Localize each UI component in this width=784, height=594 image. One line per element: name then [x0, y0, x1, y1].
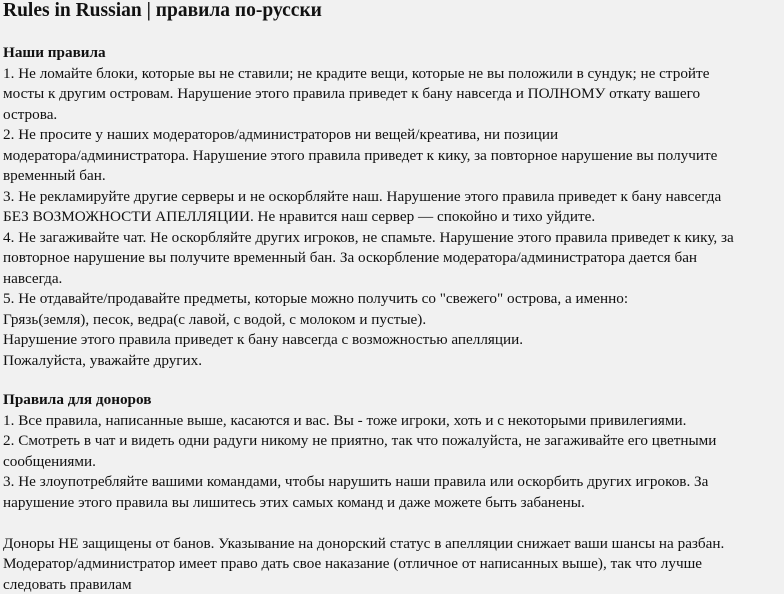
- our-rules-heading: Наши правила: [3, 44, 106, 61]
- rule-line: 5. Не отдавайте/продавайте предметы, которые можно получить со "свежего" острова, а именно:: [3, 290, 629, 307]
- paragraph-gap: [3, 513, 784, 534]
- donor-rules-section: [3, 390, 784, 594]
- page-title: Rules in Russian | правила по-русски: [3, 0, 322, 21]
- rule-line: 4. Не загаживайте чат. Не оскорбляйте других игроков, не спамьте. Нарушение этого правила приведет к кику, за: [3, 228, 734, 246]
- donor-rule-line: 2. Смотреть в чат и видеть одни радуги никому не приятно, так что пожалуйста, не загаживайте его цветными: [3, 432, 717, 449]
- donor-rule-line: 1. Все правила, написанные выше, касаются и вас. Вы - тоже игроки, хоть и с некоторыми привилегиями.: [3, 411, 687, 429]
- rule-line: повторное нарушение вы получите временный бан. За оскорбление модератора/администратора дается бан: [3, 249, 698, 266]
- rule-line: Пожалуйста, уважайте других.: [3, 351, 203, 369]
- donor-note-line: следовать правилам: [3, 575, 132, 593]
- rule-line: Нарушение этого правила приведет к бану навсегда с возможностью апелляции.: [3, 331, 524, 348]
- rule-line: 2. Не просите у наших модераторов/администраторов ни вещей/креатива, ни позиции: [3, 126, 559, 143]
- rule-line: 1. Не ломайте блоки, которые вы не ставили; не крадите вещи, которые не вы положили в сундук; не стройте: [3, 64, 710, 82]
- donor-note-line: Модератор/администратор имеет право дать свое наказание (отличное от написанных выше), так что лучше: [3, 555, 703, 572]
- rule-line: 3. Не рекламируйте другие серверы и не оскорбляйте наш. Нарушение этого правила приведет к бану навсегда: [3, 187, 722, 205]
- rule-line: БЕЗ ВОЗМОЖНОСТИ АПЕЛЛЯЦИИ. Не нравится наш сервер — спокойно и тихо уйдите.: [3, 208, 596, 225]
- rule-line: навсегда.: [3, 269, 63, 287]
- rule-line: временный бан.: [3, 167, 106, 184]
- rule-line: мосты к другим островам. Нарушение этого правила приведет к бану навсегда и ПОЛНОМУ откату вашего: [3, 85, 701, 102]
- donor-rule-line: 3. Не злоупотребляйте вашими командами, чтобы нарушить наши правила или оскорбить других игроков. За: [3, 473, 709, 490]
- donor-rules-heading: Правила для доноров: [3, 391, 152, 408]
- our-rules-section: [3, 43, 784, 371]
- rule-line: острова.: [3, 105, 58, 123]
- rule-line: Грязь(земля), песок, ведра(с лавой, с водой, с молоком и пустые).: [3, 310, 427, 328]
- donor-rule-line: сообщениями.: [3, 452, 96, 470]
- donor-note-line: Доноры НЕ защищены от банов. Указывание на донорский статус в апелляции снижает ваши шансы на разбан.: [3, 534, 725, 552]
- donor-rule-line: нарушение этого правила вы лишитесь этих самых команд и даже можете быть забанены.: [3, 493, 585, 511]
- rule-line: модератора/администратора. Нарушение этого правила приведет к кику, за повторное нарушение вы получите: [3, 146, 718, 164]
